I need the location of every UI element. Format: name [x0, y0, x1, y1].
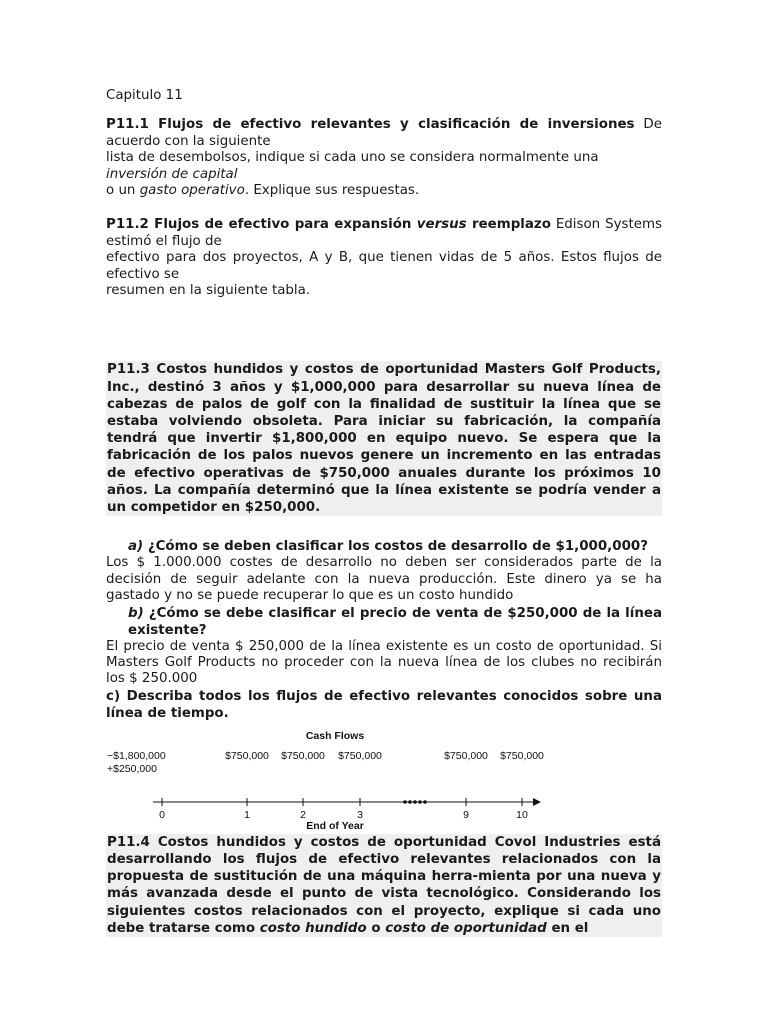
answer-a: Los $ 1.000.000 costes de desarrollo no deben ser considerados parte de la decisión de seguir adelante con la nueva producción. Este dinero ya se ha gastado y no se puede recuperar lo que es un costo hundido: [106, 555, 662, 604]
p11-1-title: P11.1 Flujos de efectivo relevantes y clasificación de inversiones: [106, 117, 635, 133]
p11-2-title-a: P11.2 Flujos de efectivo para expansión: [106, 217, 417, 233]
question-a-text: ¿Cómo se deben clasificar los costos de desarrollo de $1,000,000?: [143, 539, 648, 555]
timeline-flow-label: −$1,800,000: [107, 749, 166, 762]
chapter-title: Capitulo 11: [106, 88, 183, 103]
p11-4-text-b: o: [366, 920, 386, 936]
timeline-xlabel: End of Year: [306, 819, 364, 830]
p11-3-statement: P11.3 Costos hundidos y costos de oportunidad Masters Golf Products, Inc., destinó 3 años y $1,000,000 para desarrollar su nueva línea de cabezas de palos de golf con la finalidad de sustituir la línea que se estaba volviendo obsoleta. Para iniciar su fabricación, la compañía tendrá que invertir $1,800,000 en equipo nuevo. Se espera que la fabricación de los palos nuevos genere un incremento en las entradas de efectivo operativas de $750,000 anuales durante los próximos 10 años. La compañía determinó que la línea existente se podría vender a un competidor en $250,000.: [107, 362, 661, 516]
timeline-ellipsis-dot: [418, 800, 422, 804]
timeline-flow-label: $750,000: [225, 749, 269, 762]
timeline-title: Cash Flows: [305, 729, 365, 742]
p11-2-text-a: Edison Systems estimó el flujo de: [106, 217, 662, 249]
timeline-ellipsis-dot: [413, 800, 417, 804]
p11-2-text-c: resumen en la siguiente tabla.: [106, 283, 311, 299]
p11-1-term-capital: inversión de capital: [106, 166, 238, 182]
timeline-tick-label: 9: [463, 808, 469, 821]
p11-4-text-a: P11.4 Costos hundidos y costos de oportunidad Covol Industries está desarrollando los flujos de efectivo relevantes relacionados con la propuesta de sustitución de una máquina herra-mienta por una nueva y más avanzada desde el punto de vista tecnológico. Considerando los siguientes costos relacionados con el proyecto, explique si cada uno debe tratarse como: [107, 834, 661, 936]
p11-4-term-hundido: costo hundido: [259, 920, 367, 936]
timeline-svg: [106, 726, 662, 830]
question-a-label: a): [128, 539, 144, 555]
problem-p11-2: [106, 217, 662, 299]
p11-2-text-b: efectivo para dos proyectos, A y B, que tienen vidas de 5 años. Estos flujos de efectivo se: [106, 250, 662, 282]
p11-1-text-b: lista de desembolsos, indique si cada uno se considera normalmente una: [106, 150, 599, 166]
timeline-ellipsis-dot: [423, 800, 427, 804]
timeline-tick-label: 1: [244, 808, 250, 821]
timeline-flow-label: $750,000: [338, 749, 382, 762]
cash-flow-timeline: [106, 726, 662, 830]
p11-1-text-a: De acuerdo con la siguiente: [106, 117, 662, 149]
timeline-flow-label: +$250,000: [107, 762, 157, 775]
p11-4-term-oportunidad: costo de oportunidad: [385, 920, 547, 936]
timeline-flow-label: $750,000: [500, 749, 544, 762]
p11-4-statement: [106, 834, 662, 937]
timeline-tick-label: 10: [516, 808, 528, 821]
p11-1-text-c: o un: [106, 183, 140, 199]
timeline-flow-label: $750,000: [444, 749, 488, 762]
timeline-tick-label: 3: [357, 808, 363, 821]
p11-2-title-em: versus: [416, 217, 467, 233]
question-a: [106, 538, 662, 555]
question-b-text: ¿Cómo se debe clasificar el precio de venta de $250,000 de la línea existente?: [128, 605, 662, 638]
p11-4-text-c: en el: [546, 920, 589, 936]
timeline-tick-label: 2: [300, 808, 306, 821]
p11-2-title-b: reemplazo: [466, 217, 551, 233]
question-c: c) Describa todos los flujos de efectivo relevantes conocidos sobre una línea de tiempo.: [106, 688, 662, 721]
document-page: [106, 88, 662, 937]
timeline-ellipsis-dot: [408, 800, 412, 804]
timeline-ellipsis-dot: [403, 800, 407, 804]
timeline-arrow: [533, 798, 541, 806]
problem-p11-1: [106, 117, 662, 199]
question-b: [106, 605, 662, 639]
p11-1-term-operativo: gasto operativo: [139, 183, 245, 199]
timeline-flow-label: $750,000: [281, 749, 325, 762]
question-b-label: b): [128, 605, 144, 621]
answer-b: El precio de venta $ 250,000 de la línea existente es un costo de oportunidad. Si Masters Golf Products no proceder con la nueva línea de los clubes no recibirán los $ 250.000: [106, 638, 662, 687]
timeline-tick-label: 0: [159, 808, 165, 821]
p11-1-text-d: . Explique sus respuestas.: [244, 183, 420, 199]
